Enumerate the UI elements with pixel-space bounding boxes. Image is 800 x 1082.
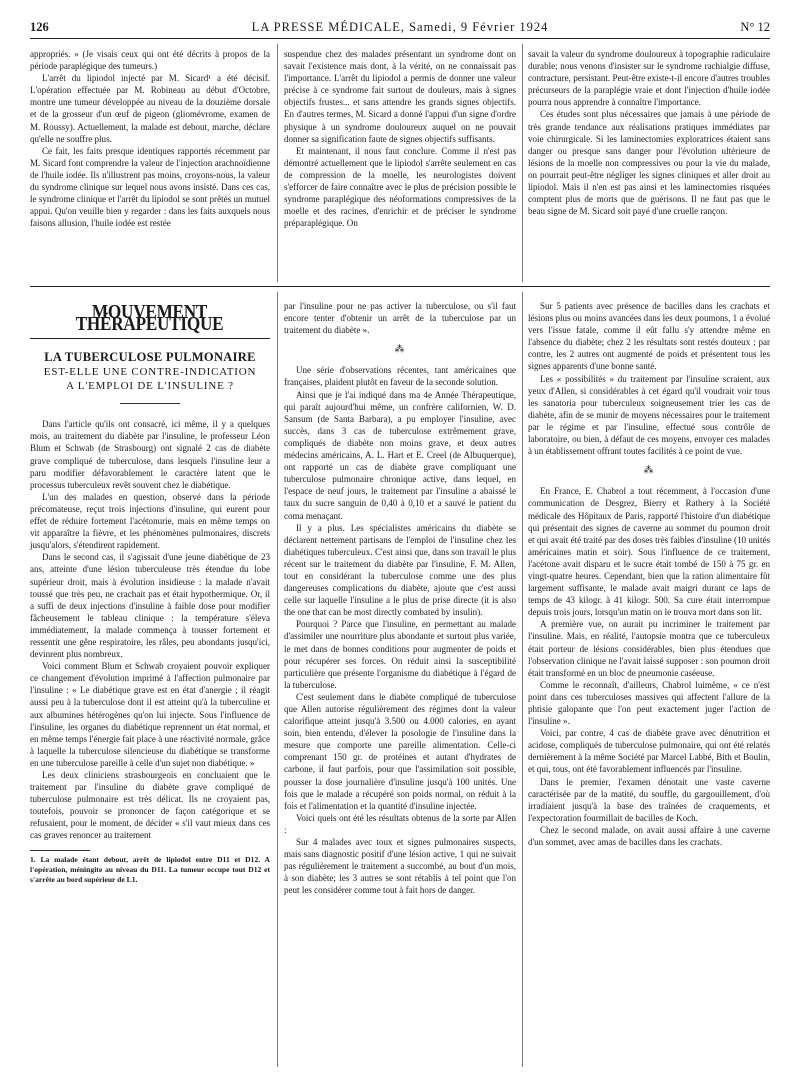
paragraph: appropriés. » (Je visais ceux qui ont été décrits à propos de la période paraplégique des tumeurs.) xyxy=(30,49,270,72)
paragraph: Les deux cliniciens strasbourgeois en concluaient que le traitement par l'insuline du diabète grave compliqué de tuberculose pulmonaire est très délicat. Ils ne croyaient pas, toutefois, pouvoir se prononcer de façon catégorique et se refusaient, pour le moment, de décider « s'il vaut mieux dans ces cas graves renoncer au traitement xyxy=(30,770,270,841)
column-divider xyxy=(277,44,278,282)
paragraph: Voici comment Blum et Schwab croyaient pouvoir expliquer ce changement d'évolution imprimé à l'affection pulmonaire par l'insuline : « Le diabétique grave est en état d'anergie ; il réagit aussi peu à la tuberculose dont il est atteint qu'à la tuberculine et aux albumines hétérogènes qu'on lui injecte. Sous l'influence de l'insuline, les organes du diabétique reprennent un état normal, et en même temps l'énergie fait place à une réactivité normale, grâce à laquelle la tuberculose silencieuse du diabétique se transforme en une tuberculose pareille à celle d'un sujet non diabétique. » xyxy=(30,661,270,768)
paragraph: C'est seulement dans le diabète compliqué de tuberculose que Allen autorise régulièrement des régimes dont la valeur calorifique atteint jusqu'à 3.500 ou 4.000 calories, en ayant soin, bien entendu, d'élever la posologie de l'insuline dans la mesure que comporte une pareille alimentation. Celle-ci comprenant 150 gr. de protéines et autant d'hydrates de carbone, il faut parfois, pour que l'assimilation soit possible, pousser la dose journalière d'insuline jusqu'à 100 unités. Une fois que le malade a récupéré son poids normal, on réduit à la fois et l'alimentation et la quantité d'insuline injectée. xyxy=(284,691,516,811)
page-header xyxy=(30,18,770,39)
paragraph: Et maintenant, il nous faut conclure. Comme il n'est pas démontré actuellement que le lipiodol s'arrête seulement en cas de compression de la moelle, les neurologistes doivent s'efforcer de faire connaître avec le plus de précision possible le syndrome paraplégique des néoformations compressives de la moelle et des racines, d'enrichir et de préciser le syndrome préparaplégique. On xyxy=(284,145,516,229)
journal-title: LA PRESSE MÉDICALE, Samedi, 9 Février 1924 xyxy=(251,20,549,34)
paragraph: L'arrêt du lipiodol injecté par M. Sicard¹ a été décisif. L'opération effectuée par M. Robineau au début d'Octobre, montre une tumeur développée au niveau de la douzième dorsale et de la grosseur d'un œuf de pigeon (gliomévrome, examen de M. Roussy). Actuellement, la malade est debout, marche, déclare qu'elle ne souffre plus. xyxy=(30,73,270,144)
column-divider xyxy=(522,44,523,282)
paragraph: Dans le second cas, il s'agissait d'une jeune diabétique de 23 ans, atteinte d'une lésion tuberculeuse très étendue du lobe supérieur droit, mais à évolution insidieuse : la malade n'avait toussé que très peu, ne crachait pas et était hypothermique. Or, il a suffi de deux injections d'insuline à faible dose pour modifier fâcheusement le tableau clinique : la température s'éleva immédiatement, la malade commença à tousser fortement et ressentit une gêne respiratoire, les râles, peu abondants jusqu'ici, devinrent plus nombreux. xyxy=(30,552,270,660)
article-title: LA TUBERCULOSE PULMONAIRE xyxy=(44,350,256,365)
paragraph: Voici, par contre, 4 cas de diabète grave avec dénutrition et acidose, compliqués de tuberculose pulmonaire, qui ont été relatés dernièrement à la même Société par Marcel Labbé, Bith et Boulin, et qui, tous, ont été favorablement influencés par l'insuline. xyxy=(528,728,770,775)
column-divider xyxy=(522,292,523,1067)
paragraph: En France, E. Chabrol a tout récemment, à l'occasion d'une communication de Desgrez, Bierry et Rathery à la Société médicale des Hôpitaux de Paris, rapporté l'histoire d'un diabétique qui présentait des signes de caverne au sommet du poumon droit et qui avait été traité par des doses très faibles d'insuline (10 unités américaines matin et soir). Sous l'influence de ce traitement, l'acétone avait disparu et le sucre était tombé de 150 à 75 gr. en vingt-quatre heures. Cependant, bien que la ration alimentaire fût largement suffisante, le malade avait maigri durant ce laps de temps de 43 kilogr. à 41 kilogr. 500. Sa cure était interrompue depuis trois jours, lorsqu'un matin on le trouva mort dans son lit. xyxy=(528,486,770,618)
paragraph: par l'insuline pour ne pas activer la tuberculose, ou s'il faut encore tenter d'obtenir un arrêt de la tuberculose par un traitement du diabète ». xyxy=(284,301,516,336)
paragraph: Ainsi que je l'ai indiqué dans ma 4e Année Thérapeutique, qui paraît aujourd'hui même, un confrère californien, W. D. Sansum (de Santa Barbara), a pu employer l'insuline, avec succès, dans 3 cas de tuberculose extrêmement grave, compliqués de diabète non moins grave, et deux autres médecins américains, A. L. Hart et E. Creel (de Albuquerque), ont rapporté un cas de diabète grave compliquant une tuberculose pulmonaire chronique active, dans lequel, en l'espace de neuf jours, le traitement par l'insuline a abaissé le taux du sucre sanguin de 0,40 à 0,10 et a sauvé le patient du coma menaçant. xyxy=(284,389,516,521)
column-divider xyxy=(277,292,278,1067)
section-rule xyxy=(30,286,770,287)
title-rule xyxy=(120,403,180,404)
paragraph: Comme le reconnaît, d'ailleurs, Chabrol luimême, « ce n'est point dans ces tuberculoses massives qui affectent l'allure de la phtisie galopante que l'on peut exactement juger l'action de l'insuline ». xyxy=(528,679,770,727)
article-subtitle: EST-ELLE UNE CONTRE-INDICATION xyxy=(43,366,257,379)
paragraph: Chez le second malade, on avait aussi affaire à une caverne d'un sommet, avec amas de bacilles dans les crachats. xyxy=(528,824,770,848)
paragraph: Il y a plus. Les spécialistes américains du diabète se déclarent nettement partisans de l'emploi de l'insuline chez les diabétiques tuberculeux. C'est ainsi que, dans son travail le plus récent sur le traitement du diabète par l'insuline, F. M. Allen, tout en considérant la tuberculose comme une des plus dangereuses complications du diabète, ajoute que c'est aussi celle sur laquelle l'insuline a le plus de prise directe (it is also the one that can be most directly combated by insulin). xyxy=(284,522,516,618)
paragraph: Ce fait, les faits presque identiques rapportés récemment par M. Sicard font comprendre la valeur de l'injection arachnoïdienne de l'huile iodée. Ils n'illustrent pas moins, croyons-nous, la valeur du syndrome clinique sur lequel nous avons insisté. Dans ces cas, le syndrome clinique et l'arrêt du lipiodol se sont prêtés un mutuel appui. Qu'on veuille bien y regarder : dans les faits auxquels nous faisons allusion, l'huile iodée est restée xyxy=(30,145,270,229)
top-column-2 xyxy=(284,48,516,280)
issue-number: N° 12 xyxy=(740,20,770,34)
paragraph: savait la valeur du syndrome douloureux à topographie radiculaire durable; nous venons d'insister sur le syndrome rachialgie diffuse, contracture, persistant. Peut-être existe-t-il encore d'autres troubles précurseurs de la paraplégie vraie et dont l'injection d'huile iodée pourra nous apprendre à connaître l'importance. xyxy=(528,49,770,108)
paragraph: Pourquoi ? Parce que l'insuline, en permettant au malade d'assimiler une nourriture plus abondante et surtout plus variée, le met dans de bonnes conditions pour augmenter de poids et pour récupérer ses forces. On réduit ainsi la susceptibilité particulière que présente l'organisme du diabétique à l'égard de la tuberculose. xyxy=(284,619,516,690)
paragraph: A première vue, on aurait pu incriminer le traitement par l'insuline. Mais, en réalité, l'autopsie montra que ce tuberculeux était porteur de lésions considérables, bien plus étendues que l'observation clinique ne l'avait laissé supposer : son poumon droit était transformé en un bloc de pneumonie caséeuse. xyxy=(528,619,770,678)
paragraph: Sur 4 malades avec toux et signes pulmonaires suspects, mais sans diagnostic positif d'une lésion active, 1 qui ne suivait pas régulièrement le traitement a succombé, au bout d'un mois, à son diabète; les 3 autres se sont rétablis à tel point que l'on peut les considérer comme tout à fait hors de danger. xyxy=(284,837,516,896)
paragraph: Ces études sont plus nécessaires que jamais à une période de très grande tendance aux réalisations pratiques immédiates par voie chirurgicale. Si les laminectomies exploratrices étaient sans danger ou presque sans danger pour l'évolution ultérieure de lésions de la moelle non compressives ou pour la vie du malade, on pourrait peut-être négliger les signes cliniques et aller droit au lipiodol. Mais il n'en est pas ainsi et les laminectomies risquées comptent plus de morts que de guérisons. Il ne faut pas que le beau signe de M. Sicard soit payé d'une cruelle rançon. xyxy=(528,109,770,217)
top-column-1 xyxy=(30,48,270,280)
section-rubric: MOUVEMENT THÉRAPEUTIQUE xyxy=(75,301,224,336)
article-column-2 xyxy=(284,300,516,897)
paragraph: Dans le premier, l'examen dénotait une vaste caverne caractérisée par de la matité, du souffle, du gargouillement, d'où irradiaient jusqu'à la base des traînées de craquements, et l'expectoration fourmillait de bacilles de Koch. xyxy=(528,776,770,823)
article-column-3 xyxy=(528,300,770,848)
paragraph: suspendue chez des malades présentant un syndrome dont on savait l'existence mais dont, à la vérité, on ne connaissait pas l'importance. L'arrêt du lipiodol a permis de donner une valeur précise à ce syndrome fait surtout de douleurs, mais à signes objectifs frustes... et sans attendre les grands signes objectifs. En d'autres termes, M. Sicard a donné l'appui d'un signe d'ordre physique à un syndrome douloureux auquel on ne pouvait donner sa signification faute de signes objectifs suffisants. xyxy=(284,49,516,144)
paragraph: Voici quels ont été les résultats obtenus de la sorte par Allen : xyxy=(284,812,516,835)
rubric-rule xyxy=(30,338,270,339)
footnote: 1. La malade étant debout, arrêt de lipiodol entre D11 et D12. A l'opération, méningite au niveau du D11. La tumeur occupe tout D12 et s'arrête au bord supérieur de L1. xyxy=(30,854,270,884)
article-subtitle: A L'EMPLOI DE L'INSULINE ? xyxy=(66,380,234,393)
paragraph: L'un des malades en question, observé dans la période précomateuse, reçut trois injections d'insuline, qui eurent pour effet de réduire fortement l'acétonurie, mais en même temps on vit apparaître la fièvre, et les phénomènes pulmonaires, discrets jusqu'alors, s'étendirent rapidement. xyxy=(30,491,270,551)
page-number: 126 xyxy=(30,20,49,34)
top-column-3 xyxy=(528,48,770,280)
section-stars: ⁂ xyxy=(394,344,406,356)
paragraph: Sur 5 patients avec présence de bacilles dans les crachats et lésions plus ou moins avancées dans les deux poumons, 1 a évolué vers l'issue fatale, comme il eût fallu s'y attendre même en l'absence du diabète; chez 2 les résultats sont restés douteux ; par contre, les 2 autres ont augmenté de poids et présentent tous les signes apparents d'une bonne santé. xyxy=(528,301,770,372)
paragraph: Une série d'observations récentes, tant américaines que françaises, plaident plutôt en faveur de la seconde solution. xyxy=(284,365,516,388)
paragraph: Dans l'article qu'ils ont consacré, ici même, il y a quelques mois, au traitement du diabète par l'insuline, le professeur Léon Blum et Schwab (de Strasbourg) ont signalé 2 cas de diabète grave compliqué de tuberculose, dans lesquels l'insuline leur a paru modifier défavorablement le caractère latent que le processus tuberculeux revêt souvent chez le diabétique. xyxy=(30,419,270,490)
paragraph: Les « possibilités » du traitement par l'insuline scraient, aux yeux d'Allen, si considérables à cet égard qu'il voudrait voir tous les sanatoria pour tuberculeux soigneusement trier les cas de diabète, afin de se munir de moyens nécessaires pour le traitement par le régime et par l'insuline, effectué sous contrôle de laboratoire, ou bien, à défaut de ces moyens, envoyer ces malades à un établissement offrant toutes facilités à ce point de vue. xyxy=(528,373,770,457)
footnote-rule xyxy=(30,850,90,851)
article-column-1 xyxy=(30,300,270,885)
section-stars: ⁂ xyxy=(643,465,655,477)
